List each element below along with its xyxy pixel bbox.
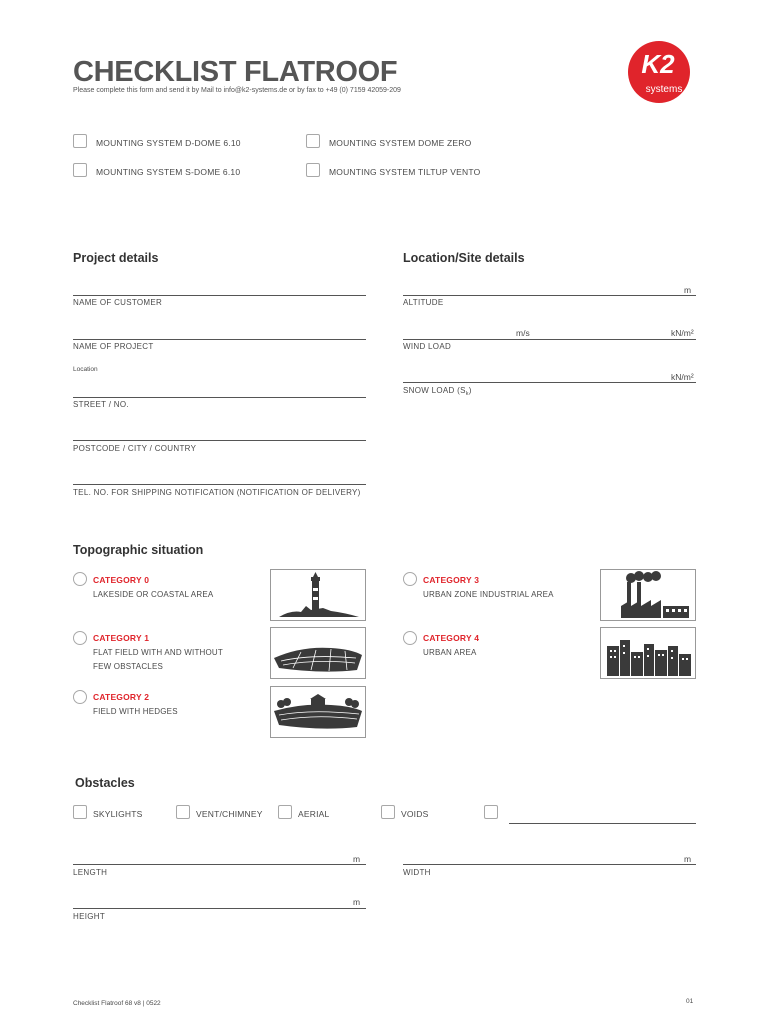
category-1-description-line1: FLAT FIELD WITH AND WITHOUT bbox=[93, 648, 223, 657]
length-unit: m bbox=[353, 854, 361, 864]
logo-word: systems bbox=[645, 84, 683, 95]
width-label: WIDTH bbox=[403, 868, 431, 877]
category-1-description-line2: FEW OBSTACLES bbox=[93, 662, 164, 671]
project-name-label: NAME OF PROJECT bbox=[73, 342, 154, 351]
label-d-dome: MOUNTING SYSTEM D-DOME 6.10 bbox=[96, 138, 241, 148]
length-label: LENGTH bbox=[73, 868, 108, 877]
checkbox-voids[interactable] bbox=[381, 805, 395, 819]
width-field[interactable] bbox=[403, 864, 696, 865]
category-1-radio[interactable] bbox=[73, 631, 87, 645]
label-voids: VOIDS bbox=[401, 809, 429, 819]
snow-load-label: SNOW LOAD $(S_k)$ bbox=[403, 386, 472, 397]
checkbox-d-dome[interactable] bbox=[73, 134, 87, 148]
label-dome-zero: MOUNTING SYSTEM DOME ZERO bbox=[329, 138, 472, 148]
postcode-city-label: POSTCODE / CITY / COUNTRY bbox=[73, 444, 197, 453]
checkbox-aerial[interactable] bbox=[278, 805, 292, 819]
shipping-tel-label: TEL. NO. FOR SHIPPING NOTIFICATION (NOTIFICATION OF DELIVERY) bbox=[73, 488, 361, 497]
checkbox-s-dome[interactable] bbox=[73, 163, 87, 177]
category-0-title: CATEGORY 0 bbox=[93, 575, 150, 585]
label-s-dome: MOUNTING SYSTEM S-DOME 6.10 bbox=[96, 167, 241, 177]
category-3-radio[interactable] bbox=[403, 572, 417, 586]
other-obstacle-field[interactable] bbox=[509, 823, 696, 824]
category-2-description: FIELD WITH HEDGES bbox=[93, 707, 178, 716]
height-label: HEIGHT bbox=[73, 912, 106, 921]
industrial-illustration bbox=[600, 569, 696, 621]
snow-load-field[interactable] bbox=[403, 382, 696, 383]
label-vent-chimney: VENT/CHIMNEY bbox=[196, 809, 263, 819]
category-3-title: CATEGORY 3 bbox=[423, 575, 480, 585]
checkbox-other[interactable] bbox=[484, 805, 498, 819]
wind-load-field[interactable] bbox=[403, 339, 696, 340]
checkbox-dome-zero[interactable] bbox=[306, 134, 320, 148]
flat-field-illustration bbox=[270, 627, 366, 679]
street-label: STREET / NO. bbox=[73, 400, 129, 409]
category-0-radio[interactable] bbox=[73, 572, 87, 586]
altitude-label: ALTITUDE bbox=[403, 298, 444, 307]
checkbox-skylights[interactable] bbox=[73, 805, 87, 819]
category-3-description: URBAN ZONE INDUSTRIAL AREA bbox=[423, 590, 554, 599]
label-skylights: SKYLIGHTS bbox=[93, 809, 143, 819]
label-tiltup-vento: MOUNTING SYSTEM TILTUP VENTO bbox=[329, 167, 481, 177]
category-4-title: CATEGORY 4 bbox=[423, 633, 480, 643]
instructions-text: Please complete this form and send it by Mail to info@k2-systems.de or by fax to +49 (0) 7159 42059-209 bbox=[73, 87, 401, 94]
height-unit: m bbox=[353, 897, 361, 907]
height-field[interactable] bbox=[73, 908, 366, 909]
category-2-title: CATEGORY 2 bbox=[93, 692, 150, 702]
customer-name-label: NAME OF CUSTOMER bbox=[73, 298, 163, 307]
altitude-unit: m bbox=[684, 285, 692, 295]
label-aerial: AERIAL bbox=[298, 809, 330, 819]
postcode-city-field[interactable] bbox=[73, 440, 366, 441]
shipping-tel-field[interactable] bbox=[73, 484, 366, 485]
obstacles-heading: Obstacles bbox=[75, 776, 135, 790]
category-1-title: CATEGORY 1 bbox=[93, 633, 150, 643]
project-name-field[interactable] bbox=[73, 339, 366, 340]
page-title: CHECKLIST FLATROOF bbox=[73, 56, 398, 88]
city-illustration bbox=[600, 627, 696, 679]
page-number: 01 bbox=[686, 998, 694, 1005]
topographic-heading: Topographic situation bbox=[73, 543, 204, 557]
checkbox-vent-chimney[interactable] bbox=[176, 805, 190, 819]
wind-unit-kn: kN/m² bbox=[671, 328, 694, 338]
category-0-description: LAKESIDE OR COASTAL AREA bbox=[93, 590, 214, 599]
altitude-field[interactable] bbox=[403, 295, 696, 296]
street-field[interactable] bbox=[73, 397, 366, 398]
width-unit: m bbox=[684, 854, 692, 864]
footer-document-id: Checklist Flatroof 68 v8 | 0522 bbox=[73, 1000, 161, 1007]
wind-load-label: WIND LOAD bbox=[403, 342, 452, 351]
category-2-radio[interactable] bbox=[73, 690, 87, 704]
snow-unit: kN/m² bbox=[671, 372, 694, 382]
site-details-heading: Location/Site details bbox=[403, 251, 525, 265]
length-field[interactable] bbox=[73, 864, 366, 865]
checkbox-tiltup-vento[interactable] bbox=[306, 163, 320, 177]
project-details-heading: Project details bbox=[73, 251, 159, 265]
category-4-radio[interactable] bbox=[403, 631, 417, 645]
location-label: Location bbox=[73, 366, 98, 373]
category-4-description: URBAN AREA bbox=[423, 648, 477, 657]
field-hedges-illustration bbox=[270, 686, 366, 738]
k2-systems-logo bbox=[620, 40, 698, 104]
customer-name-field[interactable] bbox=[73, 295, 366, 296]
logo-mark: K2 bbox=[641, 49, 675, 79]
wind-unit-ms: m/s bbox=[516, 328, 530, 338]
lighthouse-illustration bbox=[270, 569, 366, 621]
